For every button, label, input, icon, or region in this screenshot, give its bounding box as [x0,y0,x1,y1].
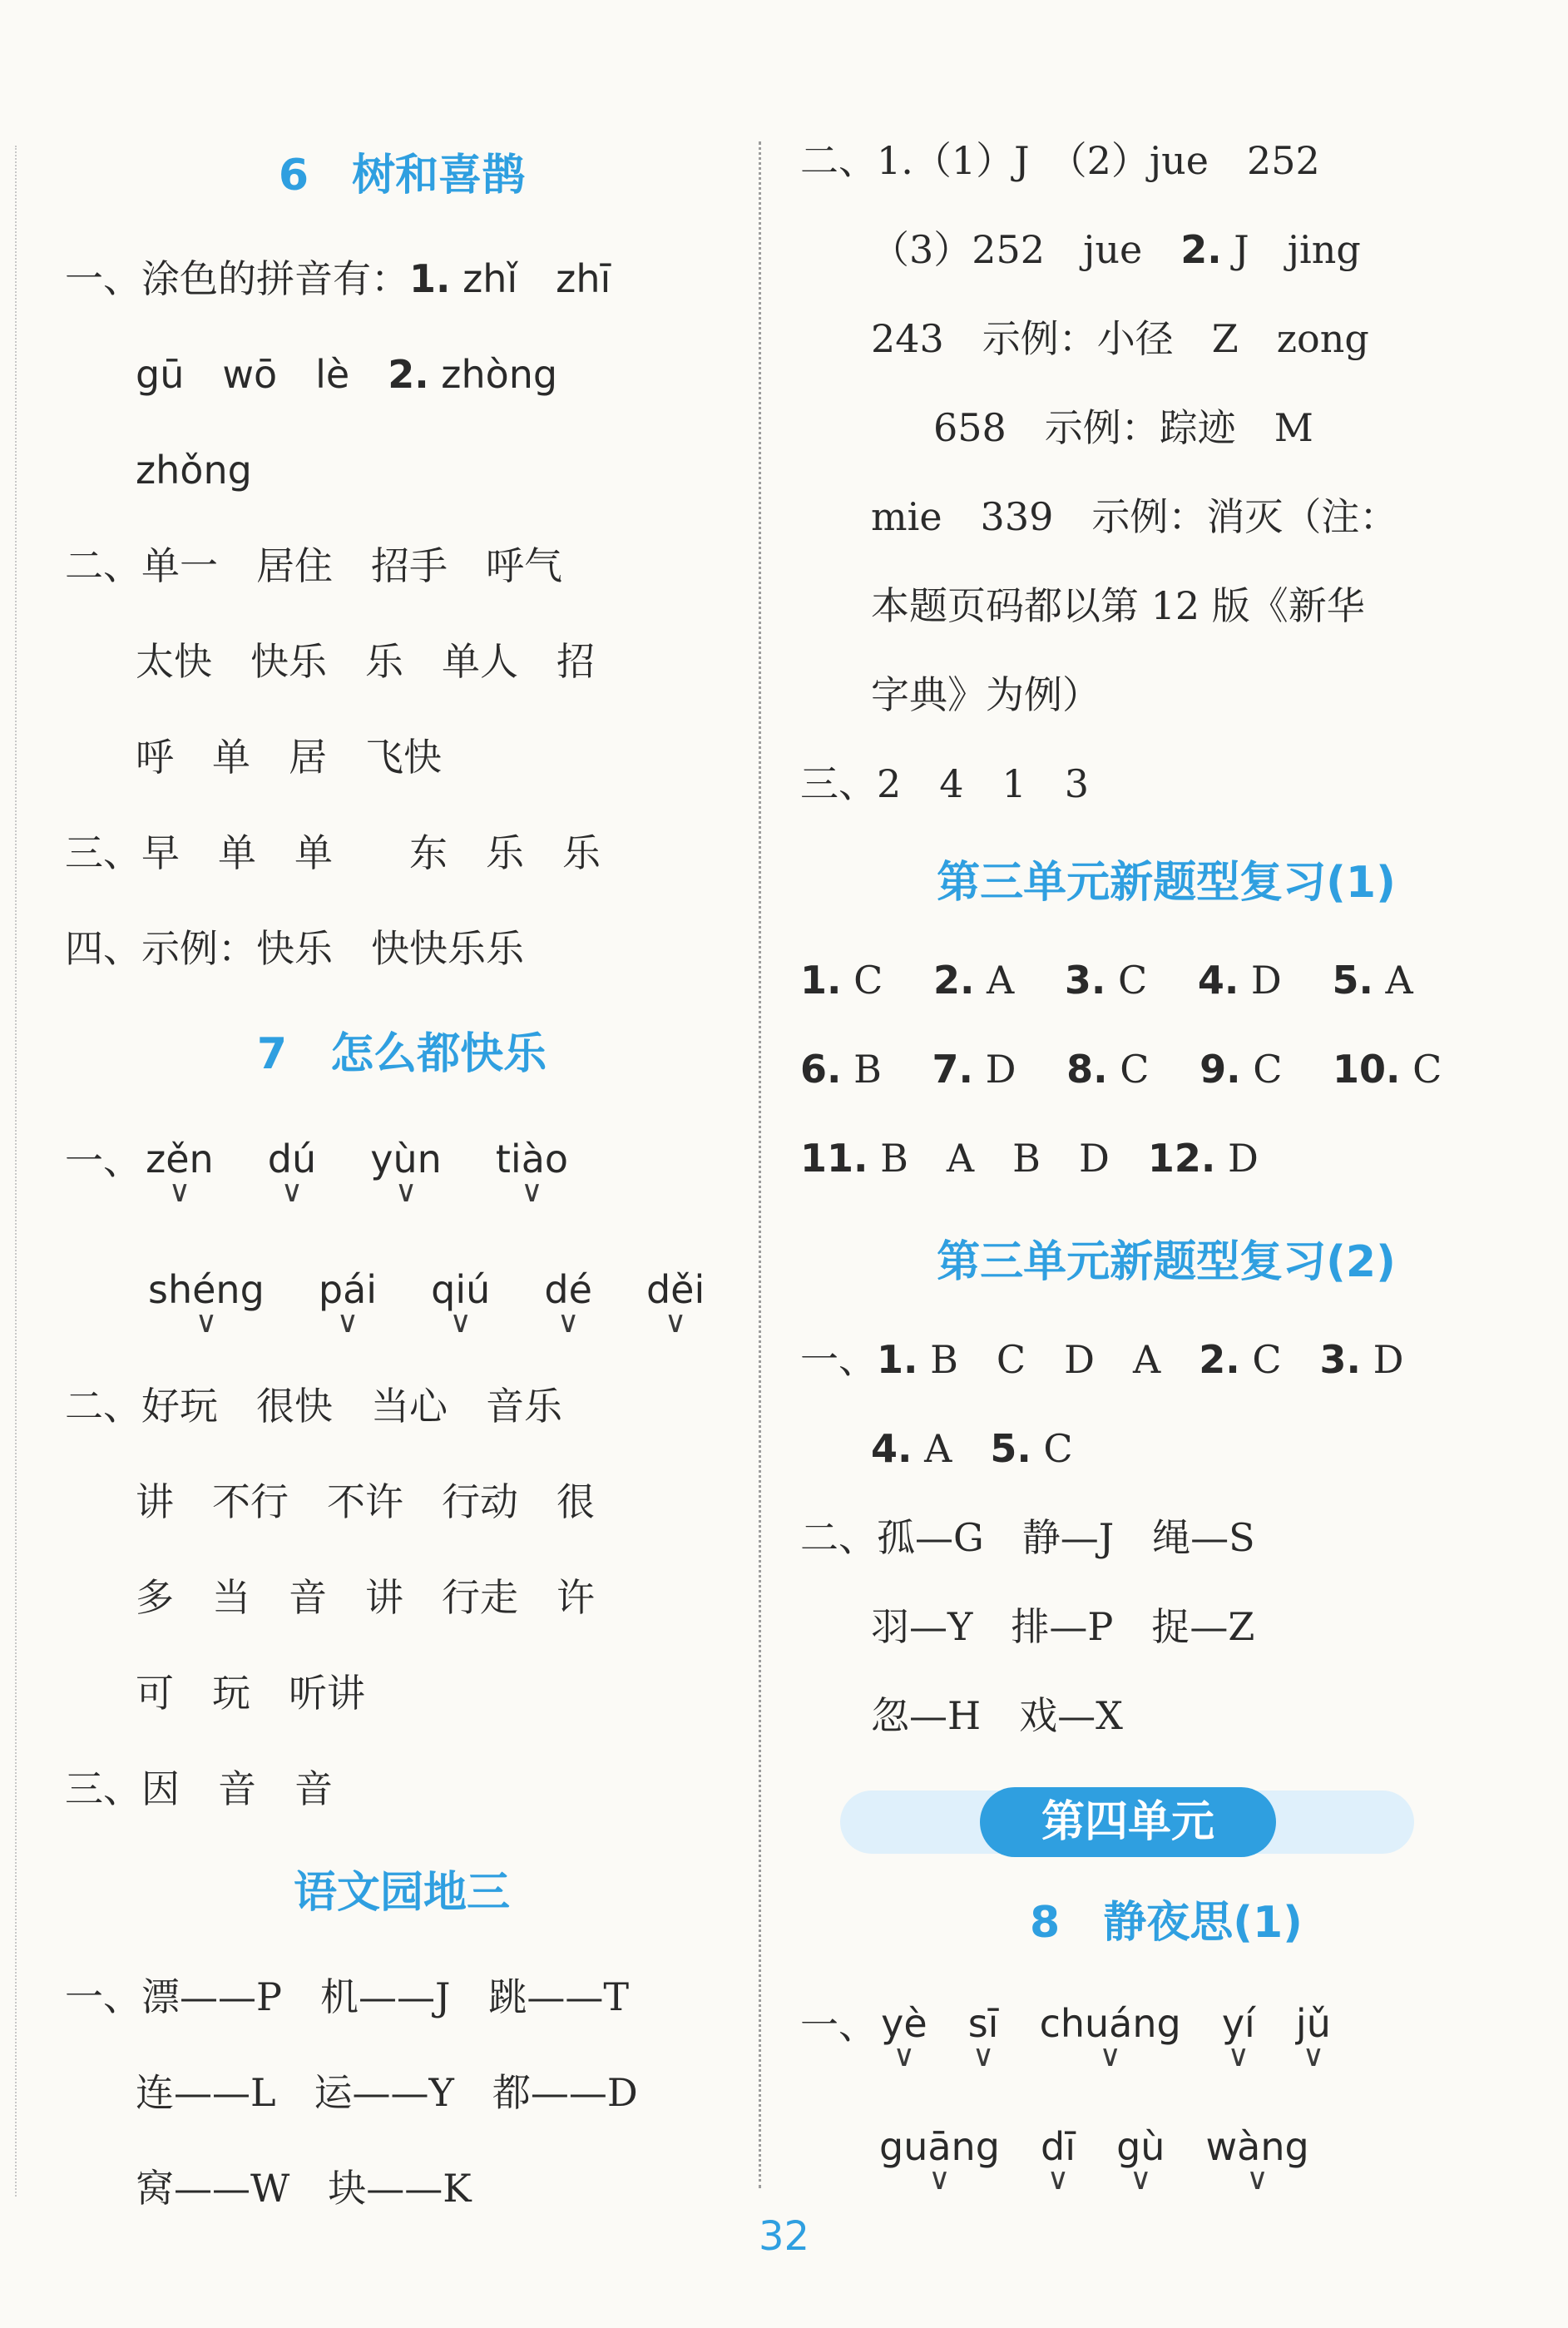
answer-line: 呼 单 居 飞快 [136,735,442,780]
answer-line: 一、漂——P 机——J 跳——T [65,1974,630,2019]
answer-line: 忽—H 戏—X [871,1693,1123,1738]
pinyin-item: dú ∨ [267,1137,317,1209]
section-title-8: 8 静夜思(1) [1030,1898,1303,1948]
check-icon: ∨ [449,1305,472,1340]
pinyin-item: qiú ∨ [431,1267,491,1340]
pinyin-item: zěn ∨ [146,1137,214,1209]
pinyin-item: shéng ∨ [148,1267,265,1340]
answer-line: 多 当 音 讲 行走 许 [136,1575,595,1620]
pinyin-item: yùn ∨ [370,1137,442,1209]
answer-line: 一、涂色的拼音有：1. zhǐ zhī [65,256,611,301]
pinyin-item: děi ∨ [646,1267,705,1340]
answer-line: zhǒng [136,448,252,493]
page-edge-dots [15,146,17,2197]
check-icon: ∨ [394,1175,418,1209]
answer-line: 658 示例：踪迹 M [933,405,1313,450]
answer-line: mie 339 示例：消灭（注： [871,494,1398,539]
section-title-6: 6 树和喜鹊 [278,151,526,201]
pinyin-item: chuáng ∨ [1039,2001,1181,2073]
answer-line: 太快 快乐 乐 单人 招 [136,639,595,684]
answer-line: （3）252 jue 2. J jing [871,227,1361,272]
section-title-review-1: 第三单元新题型复习(1) [937,858,1396,908]
section-title-yuwenyuandi: 语文园地三 [293,1868,510,1918]
pinyin-row: 一、 yè ∨ sī ∨ chuáng ∨ yí ∨ jǔ ∨ [800,2001,1331,2073]
answer-line: 字典》为例） [871,672,1101,717]
section-title-7: 7 怎么都快乐 [256,1029,547,1079]
check-icon: ∨ [1227,2039,1249,2073]
answer-line: 羽—Y 排—P 捉—Z [871,1604,1255,1649]
answer-line: 四、示例：快乐 快快乐乐 [65,926,524,971]
section-title-review-2: 第三单元新题型复习(2) [937,1237,1396,1287]
pinyin-item: wàng ∨ [1205,2124,1309,2197]
answer-line: 1. C 2. A 3. C 4. D 5. A [800,958,1413,1003]
check-icon: ∨ [1046,2162,1070,2197]
answer-line: 三、早 单 单 东 乐 乐 [65,830,601,875]
answer-line: gū wō lè 2. zhòng [136,352,558,397]
answer-line: 连——L 运——Y 都——D [136,2070,638,2115]
answer-line: 二、1.（1）J （2）jue 252 [800,138,1320,183]
answer-line: 二、孤—G 静—J 绳—S [800,1515,1255,1560]
pinyin-item: dī ∨ [1041,2124,1076,2197]
answer-line: 243 示例：小径 Z zong [871,316,1369,361]
column-divider [759,141,761,2188]
pinyin-item: dé ∨ [544,1267,592,1340]
check-icon: ∨ [972,2039,995,2073]
pinyin-item: jǔ ∨ [1295,2001,1331,2073]
pinyin-item: pái ∨ [318,1267,378,1340]
answer-line: 讲 不行 不许 行动 很 [136,1479,595,1524]
check-icon: ∨ [280,1175,304,1209]
check-icon: ∨ [664,1305,687,1340]
check-icon: ∨ [1099,2039,1121,2073]
answer-line: 本题页码都以第 12 版《新华 [871,583,1365,628]
answer-line: 可 玩 听讲 [136,1671,365,1716]
pinyin-item: yí ∨ [1221,2001,1255,2073]
pinyin-item: yè ∨ [881,2001,927,2073]
check-icon: ∨ [195,1305,218,1340]
answer-line: 4. A 5. C [871,1426,1073,1471]
answer-line: 11. B A B D 12. D [800,1136,1259,1181]
check-icon: ∨ [893,2039,916,2073]
check-icon: ∨ [1246,2162,1269,2197]
answer-line: 6. B 7. D 8. C 9. C 10. C [800,1047,1442,1092]
check-icon: ∨ [336,1305,359,1340]
check-icon: ∨ [168,1175,191,1209]
pinyin-row [879,2123,1309,2207]
check-icon: ∨ [1130,2162,1152,2197]
check-icon: ∨ [928,2162,951,2197]
page-number: 32 [758,2213,810,2260]
unit-banner: 第四单元 [980,1787,1276,1857]
check-icon: ∨ [1302,2039,1325,2073]
pinyin-item: tiào ∨ [495,1137,569,1209]
answer-line: 二、好玩 很快 当心 音乐 [65,1384,562,1429]
pinyin-item: gù ∨ [1116,2124,1165,2197]
pinyin-item: guāng ∨ [879,2124,1000,2197]
check-icon: ∨ [521,1175,543,1209]
answer-line: 三、2 4 1 3 [800,761,1090,806]
pinyin-row: 一、 zěn ∨ dú ∨ yùn ∨ tiào ∨ [65,1137,569,1209]
answer-line: 二、单一 居住 招手 呼气 [65,543,562,588]
answer-line: 三、因 音 音 [65,1766,333,1811]
pinyin-row [148,1266,754,1350]
answer-line: 一、1. B C D A 2. C 3. D [800,1337,1404,1382]
answer-line: 窝——W 块——K [136,2166,472,2211]
pinyin-item: sī ∨ [967,2001,999,2073]
check-icon: ∨ [556,1305,580,1340]
